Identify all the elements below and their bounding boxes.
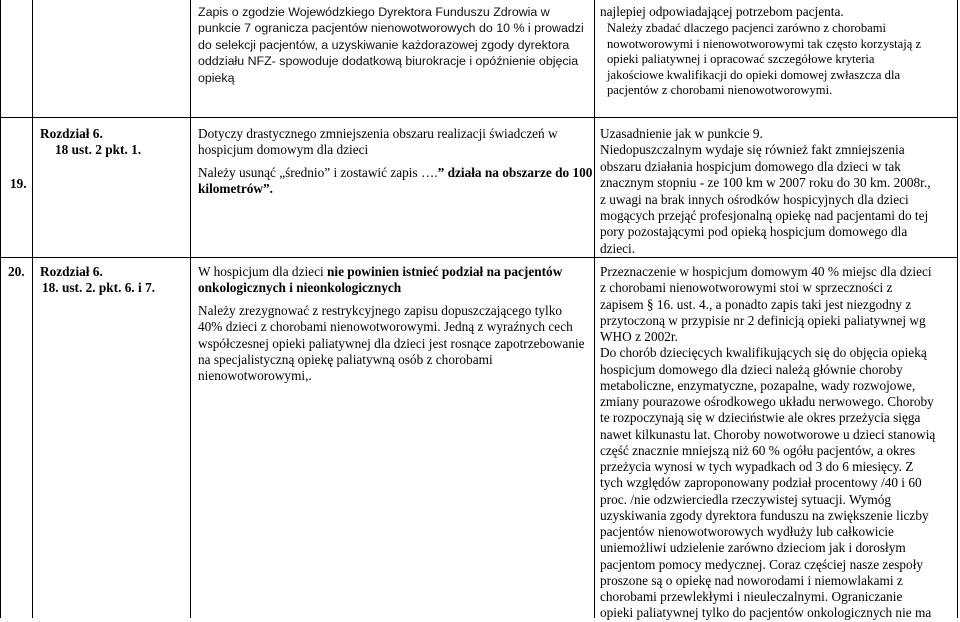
top-proposal-line-2: punkcie 7 ogranicza pacjentów nienowotworowych do 10 % i prowadzi xyxy=(198,21,584,36)
row-20-justification-line-11: nawet kilkunastu lat. Choroby nowotworowe u dzieci stanowią xyxy=(600,426,936,442)
row-20-section xyxy=(40,264,155,297)
row-19-justification-line-2: Niedopuszczalnym wydaje się również fakt zmniejszenia xyxy=(600,142,905,158)
row-20-justification-line-13: przeżycia wynosi w tych wypadkach od 3 do 6 miesięcy. Z xyxy=(600,459,914,474)
row-19-recommendation-bold: ” działa na obszarze do 100 xyxy=(437,164,593,180)
top-justification-first: najlepiej odpowiadającej potrzebom pacjenta. xyxy=(600,4,844,19)
row-19-recommendation-normal: Należy usunąć „średnio” i zostawić zapis …. xyxy=(198,164,438,180)
row-19-proposal-line-1: Dotyczy drastycznego zmniejszenia obszaru realizacji świadczeń w xyxy=(198,126,558,141)
row-19-section xyxy=(40,126,141,159)
row-19-proposal xyxy=(198,126,592,198)
top-justification-line-2: nowotworowymi i nienowotworowymi tak często korzystają z xyxy=(607,36,922,51)
row-19-justification-line-7: pory pozostającymi pod opieką hospicjum domowego dla xyxy=(600,224,908,240)
row-20-justification-line-10: te rozpoczynają się w dzieciństwie ale okres przeżycia sięga xyxy=(600,410,921,426)
table-left-border xyxy=(0,0,1,618)
row-20-justification-line-9: zmiany pourazowe ośrodkowego układu nerwowego. Choroby xyxy=(600,394,934,409)
top-proposal-cell xyxy=(198,4,584,86)
col-divider-section xyxy=(190,0,191,618)
row-19-justification-line-5: z uwagi na brak innych ośrodków hospicyjnych dla dzieci xyxy=(600,191,909,207)
col-divider-number xyxy=(32,0,33,618)
row-19-number: 19. xyxy=(10,176,27,191)
row-20-proposal xyxy=(198,264,585,385)
row-20-justification-line-18: uniemożliwi udzielenie zarówno dzieciom jak i dorosłym xyxy=(600,540,906,556)
row-19-justification-line-8: dzieci. xyxy=(600,240,636,256)
row-19-justification-line-4: znacznym stopniu - ze 100 km w 2007 roku do 30 km. 2008r., xyxy=(600,175,931,191)
row-20-justification-line-17: pacjentów nienowotworowych wydłuży lub całkowicie xyxy=(600,524,894,539)
row-20-number: 20. xyxy=(8,264,25,279)
row-20-recommendation-line-1: Należy zrezygnować z restrykcyjnego zapisu dopuszczającego tylko xyxy=(198,302,563,318)
row-20-justification-line-16: uzyskiwania zgody dyrektora funduszu na zwiększenie liczby xyxy=(600,507,929,523)
row-20-recommendation-line-4: na specjalistyczną opiekę paliatywną osób z chorobami xyxy=(198,352,493,368)
row-20-section-title: Rozdział 6. xyxy=(40,264,103,279)
top-proposal-line-5: opieką xyxy=(198,70,235,85)
row-20-justification-line-5: WHO z 2002r. xyxy=(600,329,678,344)
row-19-recommendation-line-2: kilometrów”. xyxy=(198,181,273,197)
row-19-justification xyxy=(600,126,931,257)
row-19-justification-line-3: obszaru działania hospicjum domowego dla dzieci w tak xyxy=(600,158,901,174)
row-20-justification-line-2: z chorobami nienowotworowymi stoi w sprzeczności z xyxy=(600,280,893,296)
row-20-justification-line-22: opieki paliatywnej tylko do pacjentów onkologicznych nie ma xyxy=(600,605,932,621)
top-justification-line-1: Należy zbadać dlaczego pacjenci zarówno z chorobami xyxy=(607,21,887,35)
row-20-justification-line-12: część znacznie mniejszą niż 60 % ogółu pacjentów, a okres xyxy=(600,442,916,458)
row-20-justification-line-15: proc. /nie odzwierciedla rzeczywistej sytuacji. Wymóg xyxy=(600,491,892,507)
row-20-justification-line-7: hospicjum domowego dla dzieci należą głównie choroby xyxy=(600,361,903,377)
top-proposal-line-4: oddziału NFZ- spowoduje dodatkową biurokracje i opóźnienie objęcia xyxy=(198,54,579,69)
row-20-justification-line-6: Do chorób dziecięcych kwalifikujących się do objęcia opieką xyxy=(600,345,927,361)
top-proposal-line-1: Zapis o zgodzie Wojewódzkiego Dyrektora Funduszu Zdrowia w xyxy=(198,5,550,19)
row-20-justification-line-21: chorobami przewlekłymi i nieuleczalnymi. Ograniczanie xyxy=(600,589,903,604)
row-20-justification-line-8: metaboliczne, enzymatyczne, pozapalne, wady rozwojowe, xyxy=(600,377,916,393)
row-20-justification-line-20: proszone są o opiekę nad noworodami i niemowlakami z xyxy=(600,572,903,588)
row-20-justification-line-19: pacjentom pomocy medycznej. Coraz częściej nasze zespoły xyxy=(600,556,924,572)
row-19-section-title: Rozdział 6. xyxy=(40,126,103,141)
table-right-border xyxy=(957,0,958,618)
col-divider-proposal xyxy=(594,0,595,618)
top-justification-cell xyxy=(607,21,921,99)
row-20-proposal-line-1 xyxy=(198,264,585,280)
row-19-section-detail: 18 ust. 2 pkt. 1. xyxy=(55,142,142,158)
row-20-proposal-bold-1: nie powinien istnieć podział na pacjentów xyxy=(323,264,563,279)
row-20-justification-line-14: tych względów zaproponowany podział procentowy /40 i 60 xyxy=(600,475,922,491)
row-19-recommendation-line-1 xyxy=(198,165,592,181)
row-19-justification-line-1: Uzasadnienie jak w punkcie 9. xyxy=(600,126,763,141)
row-20-justification xyxy=(600,264,935,622)
row-divider-19 xyxy=(0,117,958,118)
row-20-justification-line-4: przytoczoną w przypisie nr 2 definicją opieki paliatywnej wg xyxy=(600,312,926,328)
row-20-recommendation-line-2: 40% dzieci z chorobami nienowotworowymi. Jedną z wyraźnych cech xyxy=(198,319,573,335)
row-19-justification-line-6: mogących przejąć profesjonalną opiekę nad pacjentami do tej xyxy=(600,208,929,224)
top-justification-line-5: pacjentów z chorobami nienowotworowymi. xyxy=(607,83,833,98)
top-justification-line-4: jakościowe kwalifikacji do opieki domowej zwłaszcza dla xyxy=(607,67,901,82)
top-proposal-line-3: do selekcji pacjentów, a uzyskiwanie każdorazowej zgody dyrektora xyxy=(198,37,570,52)
row-19-proposal-line-2: hospicjum domowym dla dzieci xyxy=(198,142,369,158)
row-20-justification-line-3: zapisem § 16. ust. 4., a ponadto zapis taki jest niezgodny z xyxy=(600,296,912,312)
row-20-justification-line-1: Przeznaczenie w hospicjum domowym 40 % miejsc dla dzieci xyxy=(600,264,932,279)
top-justification-line-3: opieki paliatywnej i opracować szczegółowe kryteria xyxy=(607,52,875,67)
row-20-recommendation-line-5: nienowotworowymi,. xyxy=(198,368,312,384)
row-20-proposal-intro: W hospicjum dla dzieci xyxy=(198,264,324,279)
row-20-recommendation-line-3: współczesnej opieki paliatywnej dla dzieci jest rosnące zapotrzebowanie xyxy=(198,335,585,351)
row-20-section-detail: 18. ust. 2. pkt. 6. i 7. xyxy=(42,280,156,296)
row-20-proposal-bold-2: onkologicznych i nieonkologicznych xyxy=(198,280,402,296)
